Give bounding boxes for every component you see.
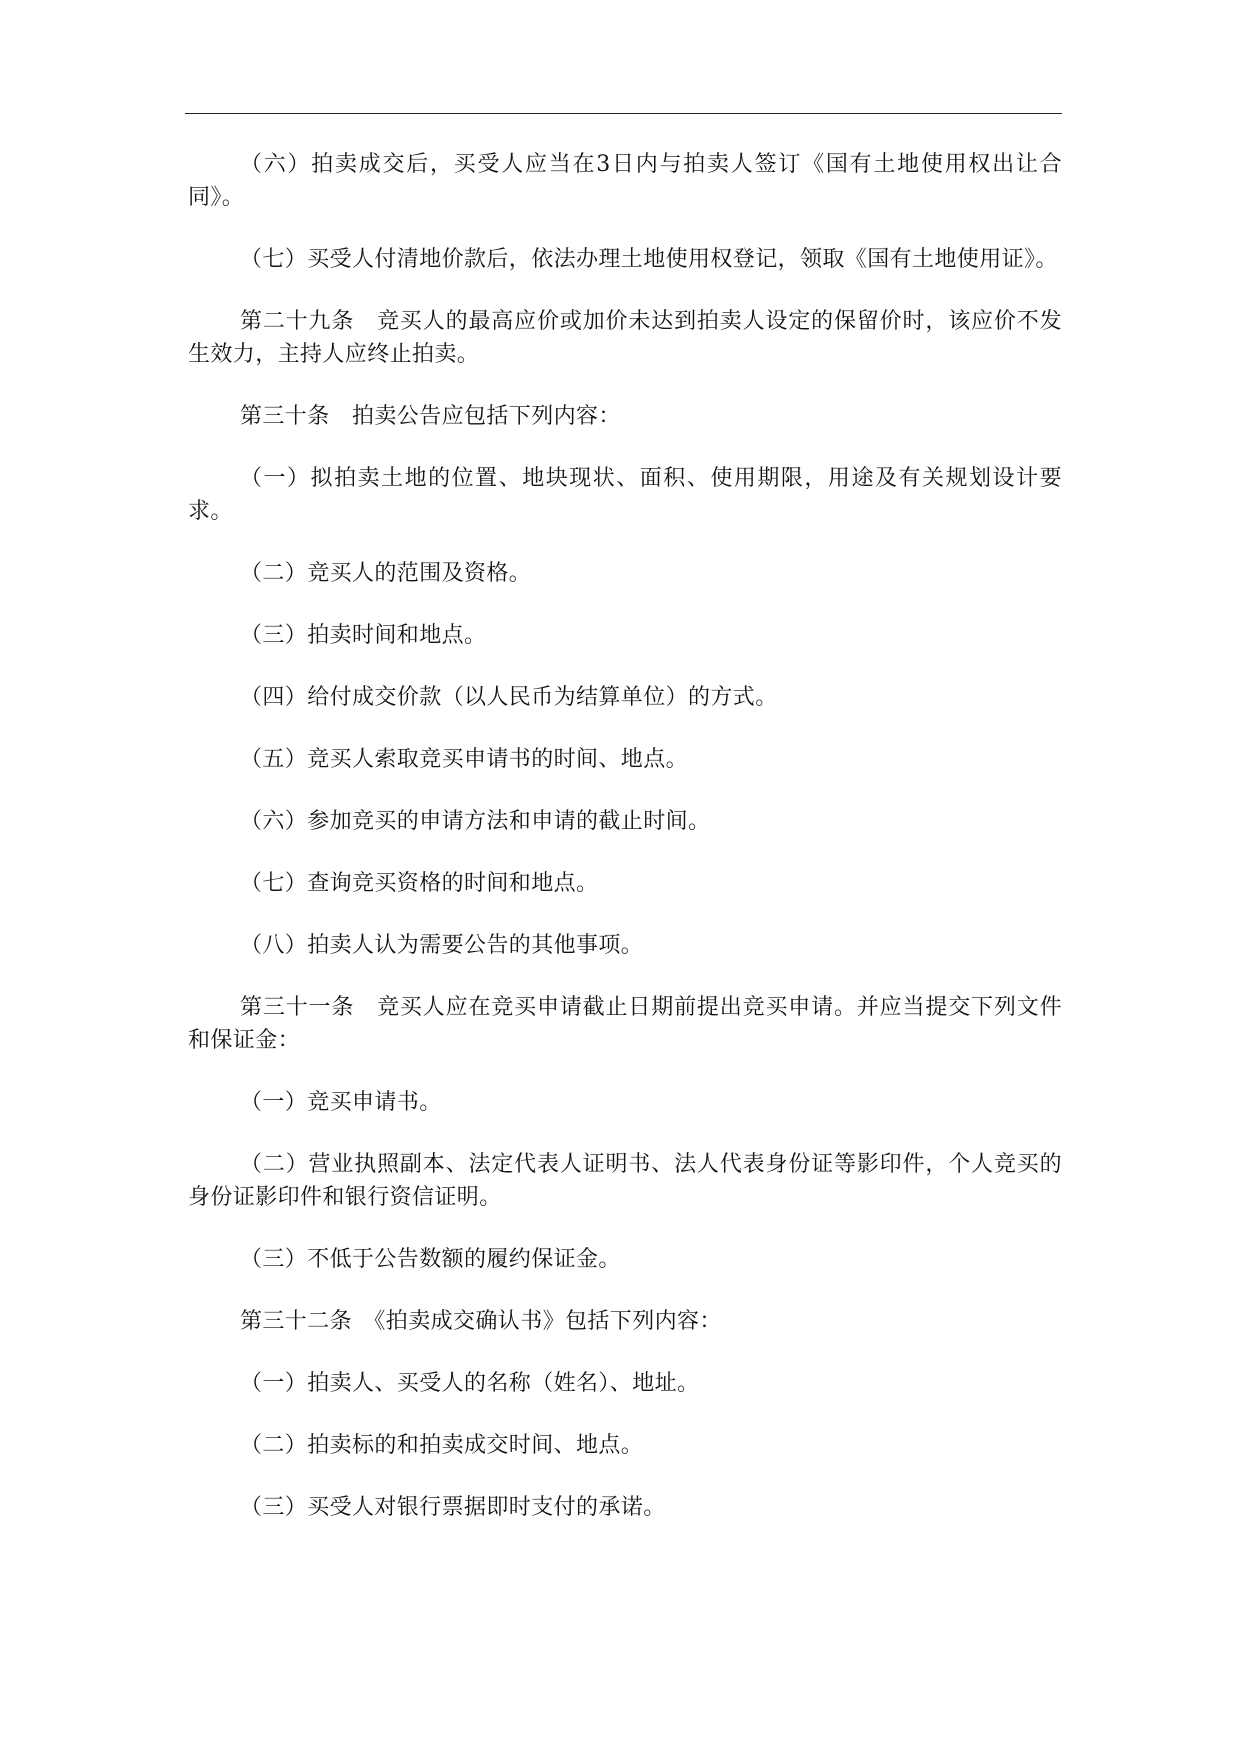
paragraph-article-30-item-3: （三）拍卖时间和地点。 bbox=[240, 623, 487, 648]
paragraph-article-30-item-6: （六）参加竞买的申请方法和申请的截止时间。 bbox=[240, 809, 711, 834]
paragraph-article-32-item-3: （三）买受人对银行票据即时支付的承诺。 bbox=[240, 1495, 666, 1520]
paragraph-article-31-item-1: （一）竞买申请书。 bbox=[240, 1090, 442, 1115]
paragraph-article-30-item-2: （二）竞买人的范围及资格。 bbox=[240, 561, 532, 586]
header-rule bbox=[185, 113, 1062, 114]
paragraph-article-28-item-6: （六）拍卖成交后，买受人应当在3日内与拍卖人签订《国有土地使用权出让合同》。 bbox=[188, 152, 1062, 210]
paragraph-article-32-item-1: （一）拍卖人、买受人的名称（姓名）、地址。 bbox=[240, 1371, 700, 1396]
paragraph-article-30-item-1: （一）拟拍卖土地的位置、地块现状、面积、使用期限，用途及有关规划设计要求。 bbox=[188, 466, 1062, 524]
paragraph-article-29: 第二十九条 竞买人的最高应价或加价未达到拍卖人设定的保留价时，该应价不发生效力，主持人应终止拍卖。 bbox=[188, 309, 1062, 367]
paragraph-article-30-item-4: （四）给付成交价款（以人民币为结算单位）的方式。 bbox=[240, 685, 778, 710]
paragraph-article-32: 第三十二条 《拍卖成交确认书》包括下列内容： bbox=[240, 1309, 722, 1334]
paragraph-article-30: 第三十条 拍卖公告应包括下列内容： bbox=[240, 404, 621, 429]
paragraph-article-30-item-5: （五）竞买人索取竞买申请书的时间、地点。 bbox=[240, 747, 689, 772]
paragraph-article-28-item-7: （七）买受人付清地价款后，依法办理土地使用权登记，领取《国有土地使用证》。 bbox=[240, 247, 1058, 272]
paragraph-article-30-item-7: （七）查询竞买资格的时间和地点。 bbox=[240, 871, 599, 896]
paragraph-article-31: 第三十一条 竞买人应在竞买申请截止日期前提出竞买申请。并应当提交下列文件和保证金： bbox=[188, 995, 1062, 1053]
paragraph-article-32-item-2: （二）拍卖标的和拍卖成交时间、地点。 bbox=[240, 1433, 644, 1458]
paragraph-article-31-item-2: （二）营业执照副本、法定代表人证明书、法人代表身份证等影印件，个人竞买的身份证影印件和银行资信证明。 bbox=[188, 1152, 1062, 1210]
paragraph-article-31-item-3: （三）不低于公告数额的履约保证金。 bbox=[240, 1247, 621, 1272]
paragraph-article-30-item-8: （八）拍卖人认为需要公告的其他事项。 bbox=[240, 933, 644, 958]
document-body bbox=[188, 148, 1062, 1553]
